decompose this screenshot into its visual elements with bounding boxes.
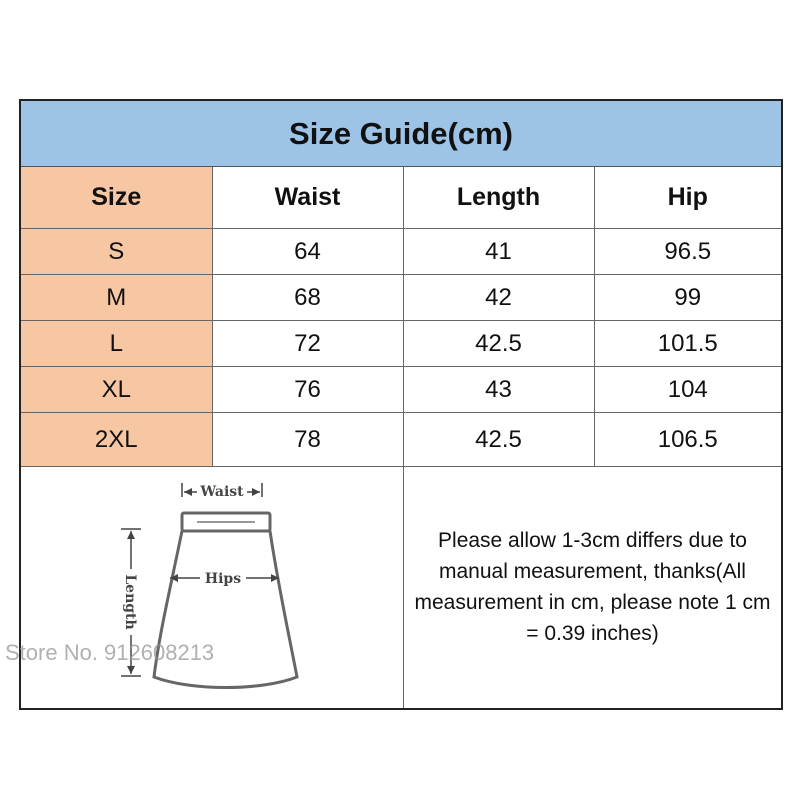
length-label: Length: [122, 574, 138, 630]
size-cell: L: [21, 321, 212, 367]
waist-cell: 78: [212, 413, 403, 467]
table-row: [21, 413, 781, 467]
waist-measure: [182, 482, 262, 500]
hip-cell: 104: [594, 367, 781, 413]
column-header-hip: Hip: [594, 167, 781, 229]
waist-cell: 72: [212, 321, 403, 367]
size-cell: M: [21, 275, 212, 321]
bottom-section: [21, 465, 781, 708]
waist-cell: 64: [212, 229, 403, 275]
skirt-outline: [154, 513, 297, 688]
size-table: [21, 167, 781, 467]
table-row: [21, 275, 781, 321]
table-row: [21, 229, 781, 275]
column-header-length: Length: [403, 167, 594, 229]
size-guide-title: Size Guide(cm): [21, 101, 781, 167]
table-row: [21, 321, 781, 367]
skirt-diagram-cell: [21, 465, 404, 708]
measurement-note: Please allow 1-3cm differs due to manual measurement, thanks(All measurement in cm, please note 1 cm = 0.39 inches): [414, 528, 771, 645]
measurement-note-cell: [404, 465, 781, 708]
skirt-diagram: [21, 465, 403, 708]
length-cell: 41: [403, 229, 594, 275]
length-cell: 43: [403, 367, 594, 413]
hip-cell: 96.5: [594, 229, 781, 275]
size-cell: XL: [21, 367, 212, 413]
hip-cell: 99: [594, 275, 781, 321]
size-cell: S: [21, 229, 212, 275]
table-row: [21, 367, 781, 413]
column-header-size: Size: [21, 167, 212, 229]
waist-cell: 76: [212, 367, 403, 413]
hip-cell: 101.5: [594, 321, 781, 367]
hip-cell: 106.5: [594, 413, 781, 467]
length-cell: 42.5: [403, 413, 594, 467]
waist-label: Waist: [200, 484, 244, 500]
column-header-waist: Waist: [212, 167, 403, 229]
length-cell: 42.5: [403, 321, 594, 367]
table-header-row: [21, 167, 781, 229]
length-measure: [121, 529, 141, 676]
hips-label: Hips: [204, 571, 242, 587]
size-cell: 2XL: [21, 413, 212, 467]
size-guide-chart: [19, 99, 783, 710]
store-watermark: Store No. 912608213: [5, 640, 215, 665]
hips-measure: [170, 568, 279, 588]
length-cell: 42: [403, 275, 594, 321]
waist-cell: 68: [212, 275, 403, 321]
